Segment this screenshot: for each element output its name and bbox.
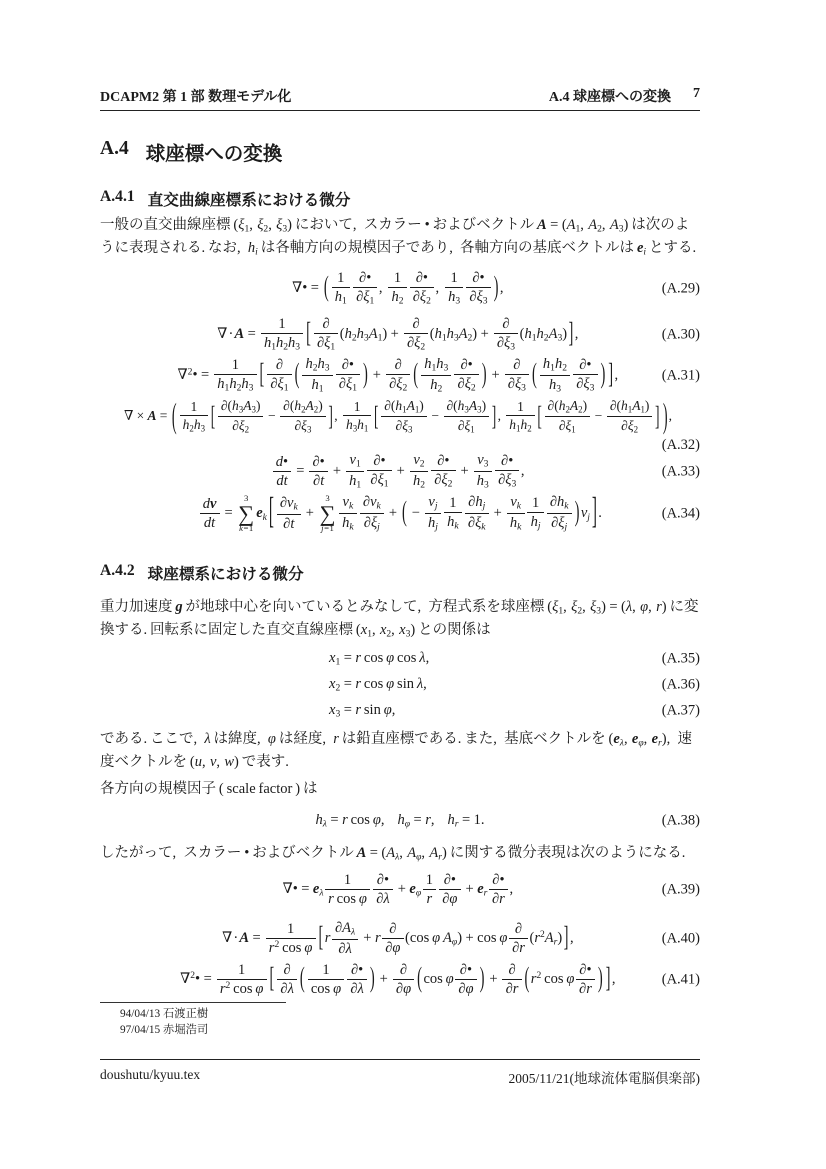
page-number: 7: [693, 86, 700, 101]
page-content: [100, 0, 700, 1169]
section-title: 球座標への変換: [145, 144, 283, 165]
equation-a37-number: (A.37): [661, 702, 700, 719]
footnote-line-2: 97/04/15 赤堀浩司: [120, 1024, 209, 1037]
equation-a34-number: (A.34): [661, 505, 700, 522]
equation-a37-alignbox: [329, 702, 471, 720]
equation-a33: [100, 452, 700, 491]
equation-a40-number: (A.40): [661, 930, 700, 947]
subsection-number: A.4.2: [100, 562, 135, 579]
equation-a39-number: (A.39): [661, 881, 700, 898]
equation-a30-math: ∇·A = $\frac{1}{h1h2h3}$ [ ∂ ∂ξ1 (h2h3A1) + ∂ ∂ξ2 (h1h3A2) + ∂ ∂ξ3 (h1h2A3)],: [217, 316, 579, 353]
footnotes: [100, 1002, 286, 1039]
equation-a32-number: (A.32): [661, 437, 700, 454]
equation-a38-number: (A.38): [661, 812, 700, 829]
paragraph-a42-therefore: したがって, スカラー • およびベクトル A = (Aλ, Aφ, Ar) に関する微分表現は次のようになる.: [100, 845, 686, 863]
equation-a32-math: ∇ × A = ( $\frac{1}{h2h3}$ [ $\frac{\partial(h3A3)}{\partial\xi 2}$ − $\frac{\partial(h2A2)}{\partial\xi 3}$ ], $\frac{1}{h3h1}$ [ $\frac{\partial(h1A1)}{\partial\xi 3}$ − $\frac{\partial(h3A3)}{\partial\xi 1}$ ], $\frac{1}{h1h2}$ [ $\frac{\partial(h2A2)}{\partial\xi 1}$ − $\frac{\partial(h1A1)}{\partial\xi 2}$ ] ),: [123, 396, 672, 435]
equation-a36-math: x2 = r cos φ sin λ,: [329, 676, 427, 694]
equation-a31-math: ∇$^2$• = $\frac{1}{h1h2h3}$ [ ∂ ∂ξ1 ( $\frac{h2h3}{h1}$ ∂• ∂ξ1 ) + ∂ ∂ξ2 ( $\frac{h1h3}{h2}$ ∂• ∂ξ2 ) + ∂ ∂ξ3 ( $\frac{h1h2}{h3}$ ∂• ∂ξ3 ) ],: [177, 356, 619, 395]
subsection-heading-a41: [100, 188, 350, 210]
equation-a35-number: (A.35): [661, 650, 700, 667]
equation-a36-alignbox: [329, 676, 471, 694]
equation-a39: [100, 872, 700, 907]
equation-a37-math: x3 = r sin φ,: [329, 702, 396, 720]
subsection-title: 直交曲線座標系における微分: [147, 192, 351, 209]
equation-a29-number: (A.29): [661, 280, 700, 297]
equation-a30-number: (A.30): [661, 326, 700, 343]
subsection-heading-a42: [100, 562, 304, 584]
equation-a31-number: (A.31): [661, 367, 700, 384]
equation-a32: [100, 396, 700, 454]
paragraph-a41-intro: 一般の直交曲線座標 (ξ1, ξ2, ξ3) において, スカラー • およびベクトル A = (A1, A2, A3) は次のように表現される. なお, hi は各軸方向の規模因子であり, 各軸方向の基底ベクトルは ei とする.: [100, 217, 697, 258]
header-right: [549, 86, 700, 106]
page-footer: [100, 1059, 700, 1087]
equation-a30: [100, 316, 700, 353]
footer-filename: doushutu/kyuu.tex: [100, 1067, 201, 1082]
paragraph-a42-scale-factor: 各方向の規模因子 ( scale factor ) は: [100, 781, 318, 797]
page-header: [100, 86, 700, 106]
paragraph-a42-intro: 重力加速度 g が地球中心を向いているとみなして, 方程式系を球座標 (ξ1, ξ2, ξ3) = (λ, φ, r) に変換する. 回転系に固定した直交直線座標 (x1, x2, x3) との関係は: [100, 599, 699, 640]
footnote-line-1: 94/04/13 石渡正樹: [120, 1008, 209, 1020]
equation-a29-math: ∇• = ( $\frac{1}{h1}$ ∂• ∂ξ1 , $\frac{1}{h2}$ ∂• ∂ξ2 , $\frac{1}{h3}$ ∂• ∂ξ3 ),: [292, 270, 504, 307]
equation-a34-math: $\frac{dv}{dt}$ = 3 ∑ k=1 ek [ $\frac{\partial vk}{\partial t}$ + 3 ∑ j=1 $\frac{vk}{hk}$ $\frac{\partial vk}{\partial\xi j}$ + ( − $\frac{vj}{hj}$ $\frac{1}{hk}$ $\frac{\partial hj}{\partial\xi k}$ + $\frac{vk}{hk}$ $\frac{1}{hj}$ $\frac{\partial hk}{\partial\xi j}$ )vj ] .: [198, 494, 602, 534]
equation-a35-alignbox: [329, 650, 471, 668]
equation-a33-number: (A.33): [661, 463, 700, 480]
section-number: A.4: [100, 138, 129, 159]
footer-date-publisher: 2005/11/21(地球流体電脳倶楽部): [508, 1071, 700, 1086]
subsection-number: A.4.1: [100, 188, 135, 205]
header-section-title: A.4 球座標への変換: [548, 90, 671, 105]
equation-a40-math: ∇·A = $\frac{1}{r^2 \cos \varphi}$ [r $\frac{\partial A\lambda}{\partial\lambda}$ + r ∂ ∂φ (cos φ Aφ) + cos φ ∂ ∂r $(r^2Ar)$],: [222, 920, 574, 958]
equation-a41-math: ∇$^2$• = $\frac{1}{r^2 \cos \varphi}$ [ ∂ ∂λ ( $\frac{1}{\text{cos φ}}$ ∂• ∂λ ) + ∂ ∂φ (cos φ ∂• ∂φ ) + ∂ ∂r ($r^2$ cos φ ∂• ∂r ) ],: [180, 962, 616, 997]
equation-a41-number: (A.41): [661, 971, 700, 988]
header-rule: [100, 110, 700, 111]
equation-a31: [100, 356, 700, 395]
equation-a38-math: hλ = r cos φ, hφ = r, hr = 1.: [315, 812, 485, 830]
equation-a35: [100, 650, 700, 668]
equation-a36-number: (A.36): [661, 676, 700, 693]
equation-a33-math: $\frac{d•}{dt}$ = ∂• ∂t + $\frac{v1}{h1}$ ∂• ∂ξ1 + $\frac{v2}{h2}$ ∂• ∂ξ2 + $\frac{v3}{h3}$ ∂• ∂ξ3 ,: [271, 452, 529, 491]
section-heading-a4: [100, 138, 282, 166]
footnote-rule: [100, 1002, 286, 1003]
header-left-title: DCAPM2 第 1 部 数理モデル化: [100, 90, 292, 105]
equation-a40: [100, 920, 700, 957]
equation-a37: [100, 702, 700, 720]
equation-a34: [100, 494, 700, 534]
equation-a41: [100, 962, 700, 997]
equation-a35-math: x1 = r cos φ cos λ,: [329, 650, 430, 668]
equation-a38: [100, 812, 700, 830]
equation-a36: [100, 676, 700, 694]
paragraph-a42-coords: である. ここで, λ は緯度, φ は経度, r は鉛直座標である. また, 基底ベクトルを (eλ, eφ, er), 速度ベクトルを (u, v, w) で表す.: [100, 731, 692, 771]
equation-a29: [100, 270, 700, 307]
subsection-title: 球座標系における微分: [147, 566, 304, 583]
equation-a39-math: ∇• = eλ $\frac{1}{\text{r cos φ}}$ ∂• ∂λ + eφ $\frac{1}{r}$ ∂• ∂φ + er ∂• ∂r ,: [282, 872, 514, 907]
